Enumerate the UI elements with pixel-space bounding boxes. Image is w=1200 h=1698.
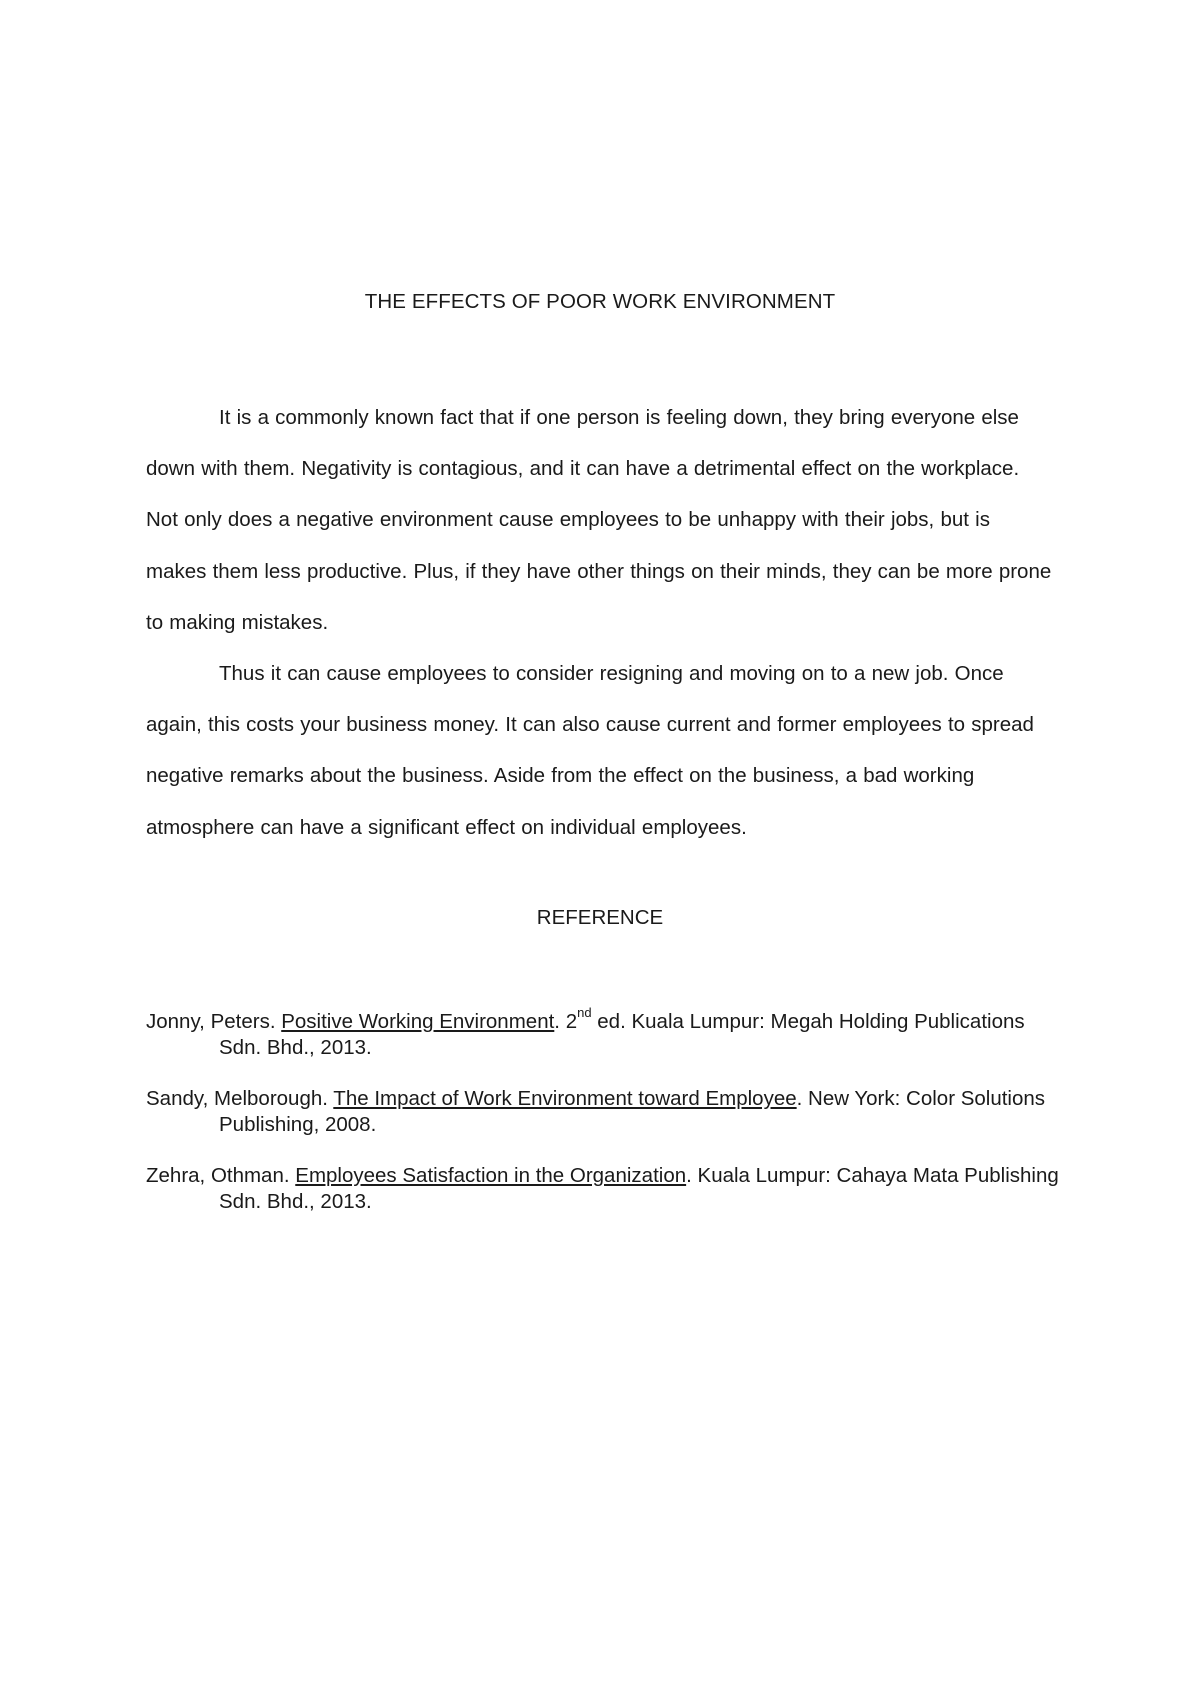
reference-heading: REFERENCE	[536, 906, 664, 929]
reference-punctuation: .	[554, 1010, 566, 1033]
body-paragraph-1: It is a commonly known fact that if one person is feeling down, they bring everyone else down with them. Negativity is contagious, and it can have a detrimental effect on the workplace. Not only does a negative environment cause employees to be unhappy with their jobs, but is makes them less productive. Plus, if they have other things on their minds, they can be more prone to making mistakes.	[146, 406, 1052, 634]
reference-publication: . New York: Color Solutions Publishing, 2008.	[219, 1087, 1046, 1136]
reference-entry-3	[146, 1163, 1066, 1215]
reference-list	[146, 1005, 1066, 1240]
document-body	[146, 392, 1056, 853]
reference-publication: ed. Kuala Lumpur: Megah Holding Publications Sdn. Bhd., 2013.	[219, 1010, 1025, 1059]
reference-author: Zehra, Othman.	[146, 1164, 296, 1187]
body-paragraph-2: Thus it can cause employees to consider resigning and moving on to a new job. Once again, this costs your business money. It can also cause current and former employees to spread negative remarks about the business. Aside from the effect on the business, a bad working atmosphere can have a significant effect on individual employees.	[146, 662, 1034, 839]
reference-edition-suffix: nd	[577, 1005, 592, 1021]
reference-title: The Impact of Work Environment toward Employee	[333, 1087, 797, 1110]
reference-entry-2	[146, 1086, 1066, 1138]
document-title: THE EFFECTS OF POOR WORK ENVIRONMENT	[364, 290, 836, 313]
reference-author: Jonny, Peters.	[146, 1010, 282, 1033]
reference-title: Employees Satisfaction in the Organization	[295, 1164, 687, 1187]
reference-author: Sandy, Melborough.	[146, 1087, 334, 1110]
reference-edition-number: 2	[565, 1010, 578, 1033]
reference-publication: . Kuala Lumpur: Cahaya Mata Publishing Sdn. Bhd., 2013.	[219, 1164, 1059, 1213]
reference-entry-1	[146, 1005, 1066, 1061]
reference-title: Positive Working Environment	[281, 1010, 555, 1033]
